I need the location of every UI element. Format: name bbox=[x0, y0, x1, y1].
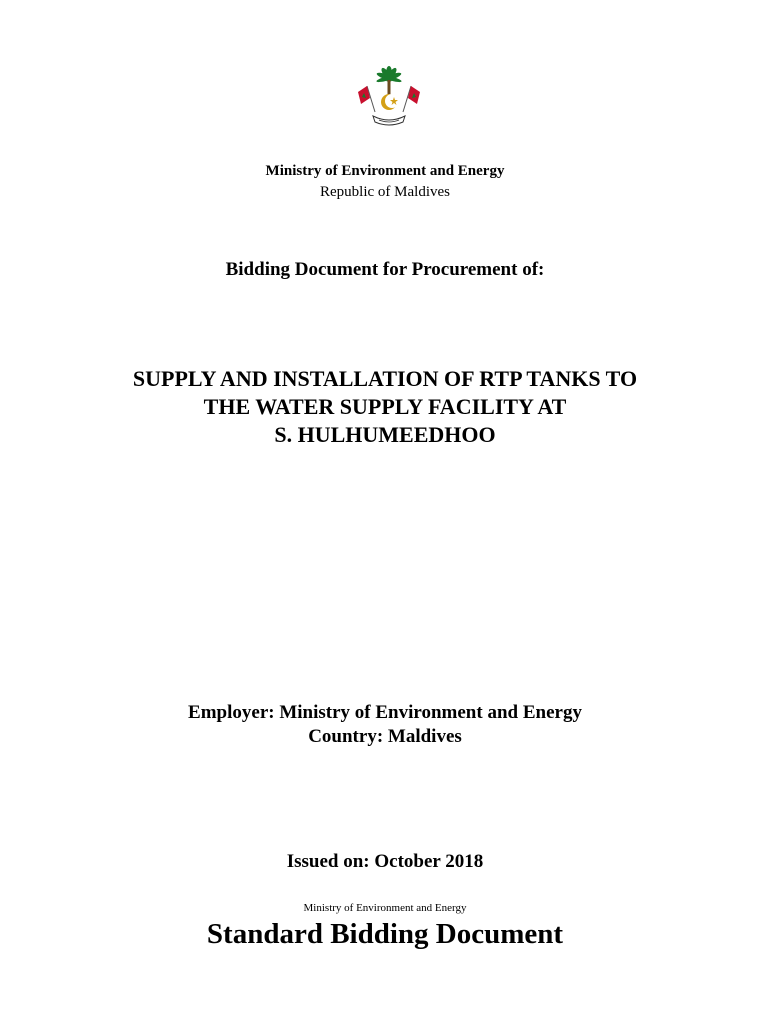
standard-bidding-document-title: Standard Bidding Document bbox=[206, 918, 564, 950]
project-title-line-3: S. HULHUMEEDHOO bbox=[274, 422, 496, 447]
project-title-line-1: SUPPLY AND INSTALLATION OF RTP TANKS TO bbox=[132, 366, 638, 391]
maldives-state-emblem-icon bbox=[355, 64, 423, 132]
footer-ministry: Ministry of Environment and Energy bbox=[303, 902, 467, 914]
bidding-heading: Bidding Document for Procurement of: bbox=[225, 259, 545, 280]
issued-date: Issued on: October 2018 bbox=[286, 851, 484, 872]
project-title bbox=[0, 365, 770, 449]
country-line: Country: Maldives bbox=[308, 726, 462, 747]
republic-name: Republic of Maldives bbox=[320, 184, 450, 200]
employer-line: Employer: Ministry of Environment and Energy bbox=[188, 702, 582, 723]
project-title-line-2: THE WATER SUPPLY FACILITY AT bbox=[203, 394, 567, 419]
ministry-name: Ministry of Environment and Energy bbox=[265, 163, 505, 179]
